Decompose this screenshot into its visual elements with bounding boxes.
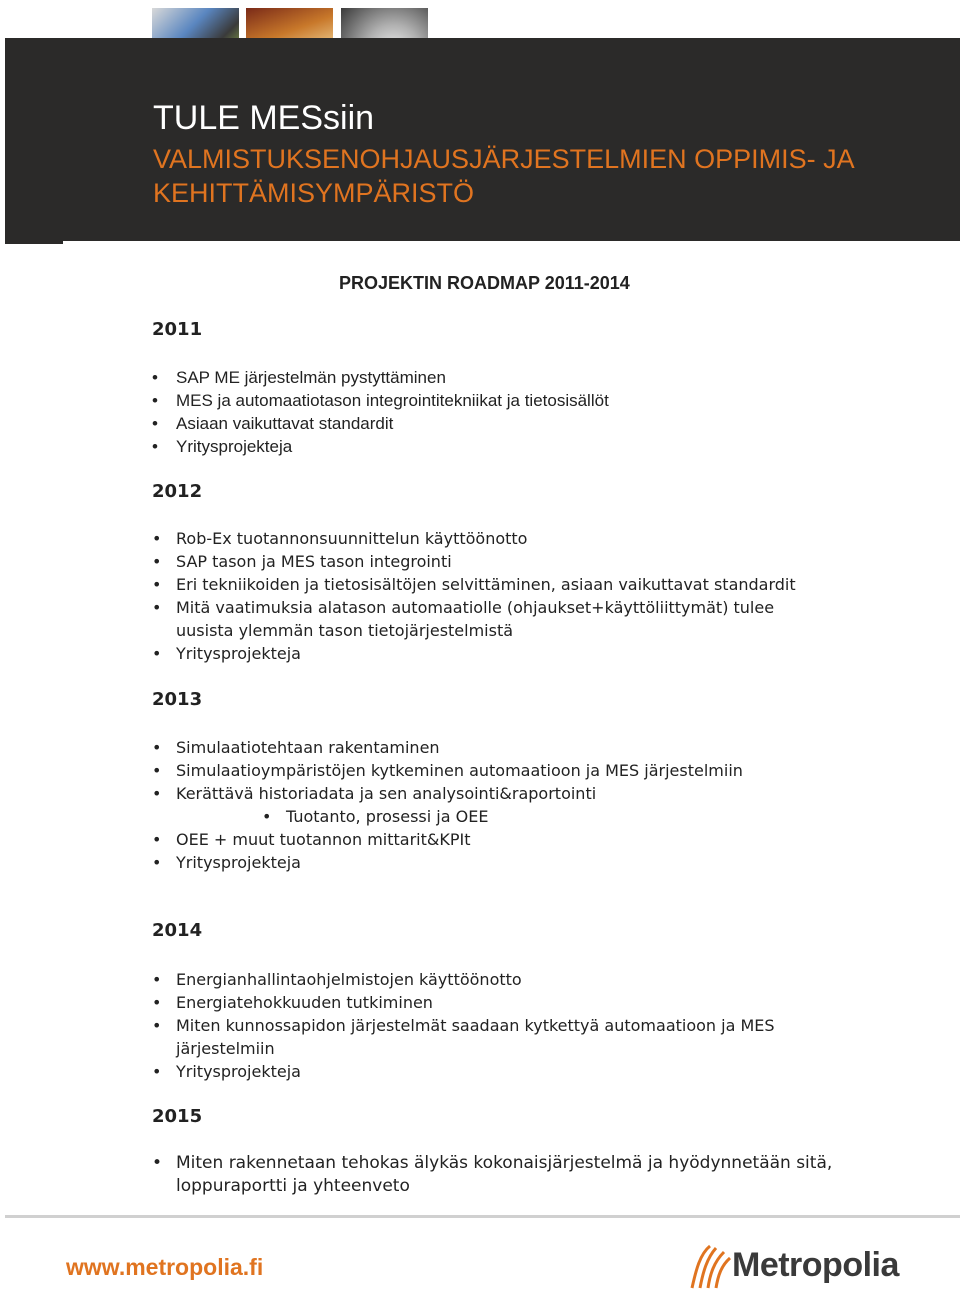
list-item: • Miten rakennetaan tehokas älykäs kokonaisjärjestelmä ja hyödynnetään sitä, loppuraportti ja yhteenveto [152,1152,852,1198]
list-item: • OEE + muut tuotannon mittarit&KPIt [152,828,852,851]
list-item: • Yritysprojekteja [152,1060,832,1083]
list-item: • Yritysprojekteja [152,642,812,665]
list-item: • Kerättävä historiadata ja sen analysointi&raportointi [152,782,852,805]
list-item: • Simulaatioympäristöjen kytkeminen automaatioon ja MES järjestelmiin [152,759,852,782]
logo-wordmark: Metropolia [732,1246,899,1284]
list-item: • SAP ME järjestelmän pystyttäminen [152,366,912,389]
list-item: • Energianhallintaohjelmistojen käyttöönotto [152,968,832,991]
list-item: • Simulaatiotehtaan rakentaminen [152,736,852,759]
logo-mark-icon [688,1240,732,1292]
list-item: • Mitä vaatimuksia alatason automaatiolle (ohjaukset+käyttöliittymät) tulee uusista ylemmän tason tietojärjestelmistä [152,596,812,642]
list-item: • Yritysprojekteja [152,435,912,458]
year-heading-2013: 2013 [152,689,203,710]
header-tab [5,240,63,244]
list-2011 [152,366,912,458]
list-item: • Eri tekniikoiden ja tietosisältöjen selvittäminen, asiaan vaikuttavat standardit [152,573,812,596]
list-item: • Rob-Ex tuotannonsuunnittelun käyttöönotto [152,527,812,550]
list-2014 [152,968,832,1083]
list-item: • Energiatehokkuuden tutkiminen [152,991,832,1014]
year-heading-2014: 2014 [152,920,203,941]
footer-divider [5,1215,960,1218]
page-title: TULE MESsiin [153,99,375,137]
list-item: • MES ja automaatiotason integrointitekniikat ja tietosisällöt [152,389,912,412]
header-band [5,38,960,241]
roadmap-title: PROJEKTIN ROADMAP 2011-2014 [339,273,630,293]
list-2012 [152,527,812,665]
list-item: • Asiaan vaikuttavat standardit [152,412,912,435]
year-heading-2011: 2011 [152,319,203,340]
list-item: • Yritysprojekteja [152,851,852,874]
page-subtitle: VALMISTUKSENOHJAUSJÄRJESTELMIEN OPPIMIS- JA KEHITTÄMISYMPÄRISTÖ [153,144,854,208]
sub-list-item: • Tuotanto, prosessi ja OEE [262,805,852,828]
list-2013 [152,736,852,874]
metropolia-logo [688,1240,918,1292]
list-item: • SAP tason ja MES tason integrointi [152,550,812,573]
year-heading-2015: 2015 [152,1106,203,1127]
year-heading-2012: 2012 [152,481,203,502]
footer-url-link[interactable]: www.metropolia.fi [66,1254,264,1280]
list-2015 [152,1152,852,1198]
list-item: • Miten kunnossapidon järjestelmät saadaan kytkettyä automaatioon ja MES järjestelmiin [152,1014,832,1060]
